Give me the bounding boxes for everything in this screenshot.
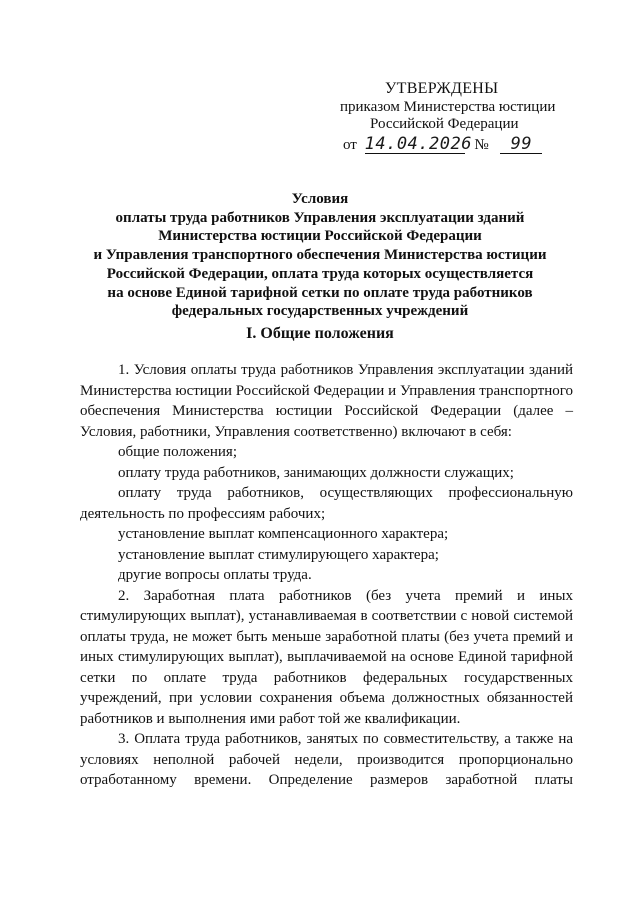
number-label: №	[474, 137, 489, 153]
title-line: Условия	[291, 191, 349, 207]
handwritten-number: 99	[500, 135, 542, 154]
paragraph-1: 1. Условия оплаты труда работников Управления эксплуатации зданий Министерства юстиции Российской Федерации и Управления транспортного обеспечения Министерства юстиции Российской Федерации (далее – Условия, работники, Управления соответственно) включают в себя:	[80, 362, 573, 440]
title-line: оплаты труда работников Управления эксплуатации зданий	[115, 209, 525, 226]
list-item: другие вопросы оплаты труда.	[118, 567, 312, 583]
list-item: установление выплат стимулирующего характера;	[118, 546, 439, 563]
approval-date-number-line	[343, 135, 542, 157]
paragraph-2: 2. Заработная плата работников (без учета премий и иных стимулирующих выплат), устанавливаемая в соответствии с новой системой оплаты труда, не может быть меньше заработной платы (без учета премий и иных стимулирующих выплат), выплачиваемой на основе Единой тарифной сетки по оплате труда работников федеральных государственных учреждений, при условии сохранения объема должностных обязанностей работников и выполнения ими работ той же квалификации.	[80, 587, 573, 727]
handwritten-date: 14.04.2026	[364, 134, 472, 154]
title-line: Российской Федерации, оплата труда которых осуществляется	[106, 265, 534, 282]
title-line: на основе Единой тарифной сетки по оплате труда работников	[107, 284, 533, 301]
list-item: оплату труда работников, осуществляющих профессиональную деятельность по профессиям рабочих;	[80, 485, 573, 522]
approval-order-line: приказом Министерства юстиции	[340, 99, 556, 115]
from-label: от	[343, 137, 357, 153]
list-item: оплату труда работников, занимающих должности служащих;	[118, 464, 514, 481]
document-title	[60, 190, 580, 321]
paragraph-3: 3. Оплата труда работников, занятых по совместительству, а также на условиях неполной рабочей недели, производится пропорционально отработанному времени. Определение размеров заработной платы	[80, 731, 573, 788]
approval-ministry-line: Российской Федерации	[370, 116, 519, 132]
section-heading: I. Общие положения	[246, 325, 394, 342]
list-item: общие положения;	[118, 444, 238, 460]
document-body	[80, 360, 573, 791]
title-line: и Управления транспортного обеспечения Министерства юстиции	[93, 247, 547, 264]
list-item: установление выплат компенсационного характера;	[118, 526, 449, 542]
title-line: Министерства юстиции Российской Федерации	[158, 228, 482, 245]
title-line: федеральных государственных учреждений	[171, 303, 469, 320]
approval-title: УТВЕРЖДЕНЫ	[385, 80, 499, 97]
